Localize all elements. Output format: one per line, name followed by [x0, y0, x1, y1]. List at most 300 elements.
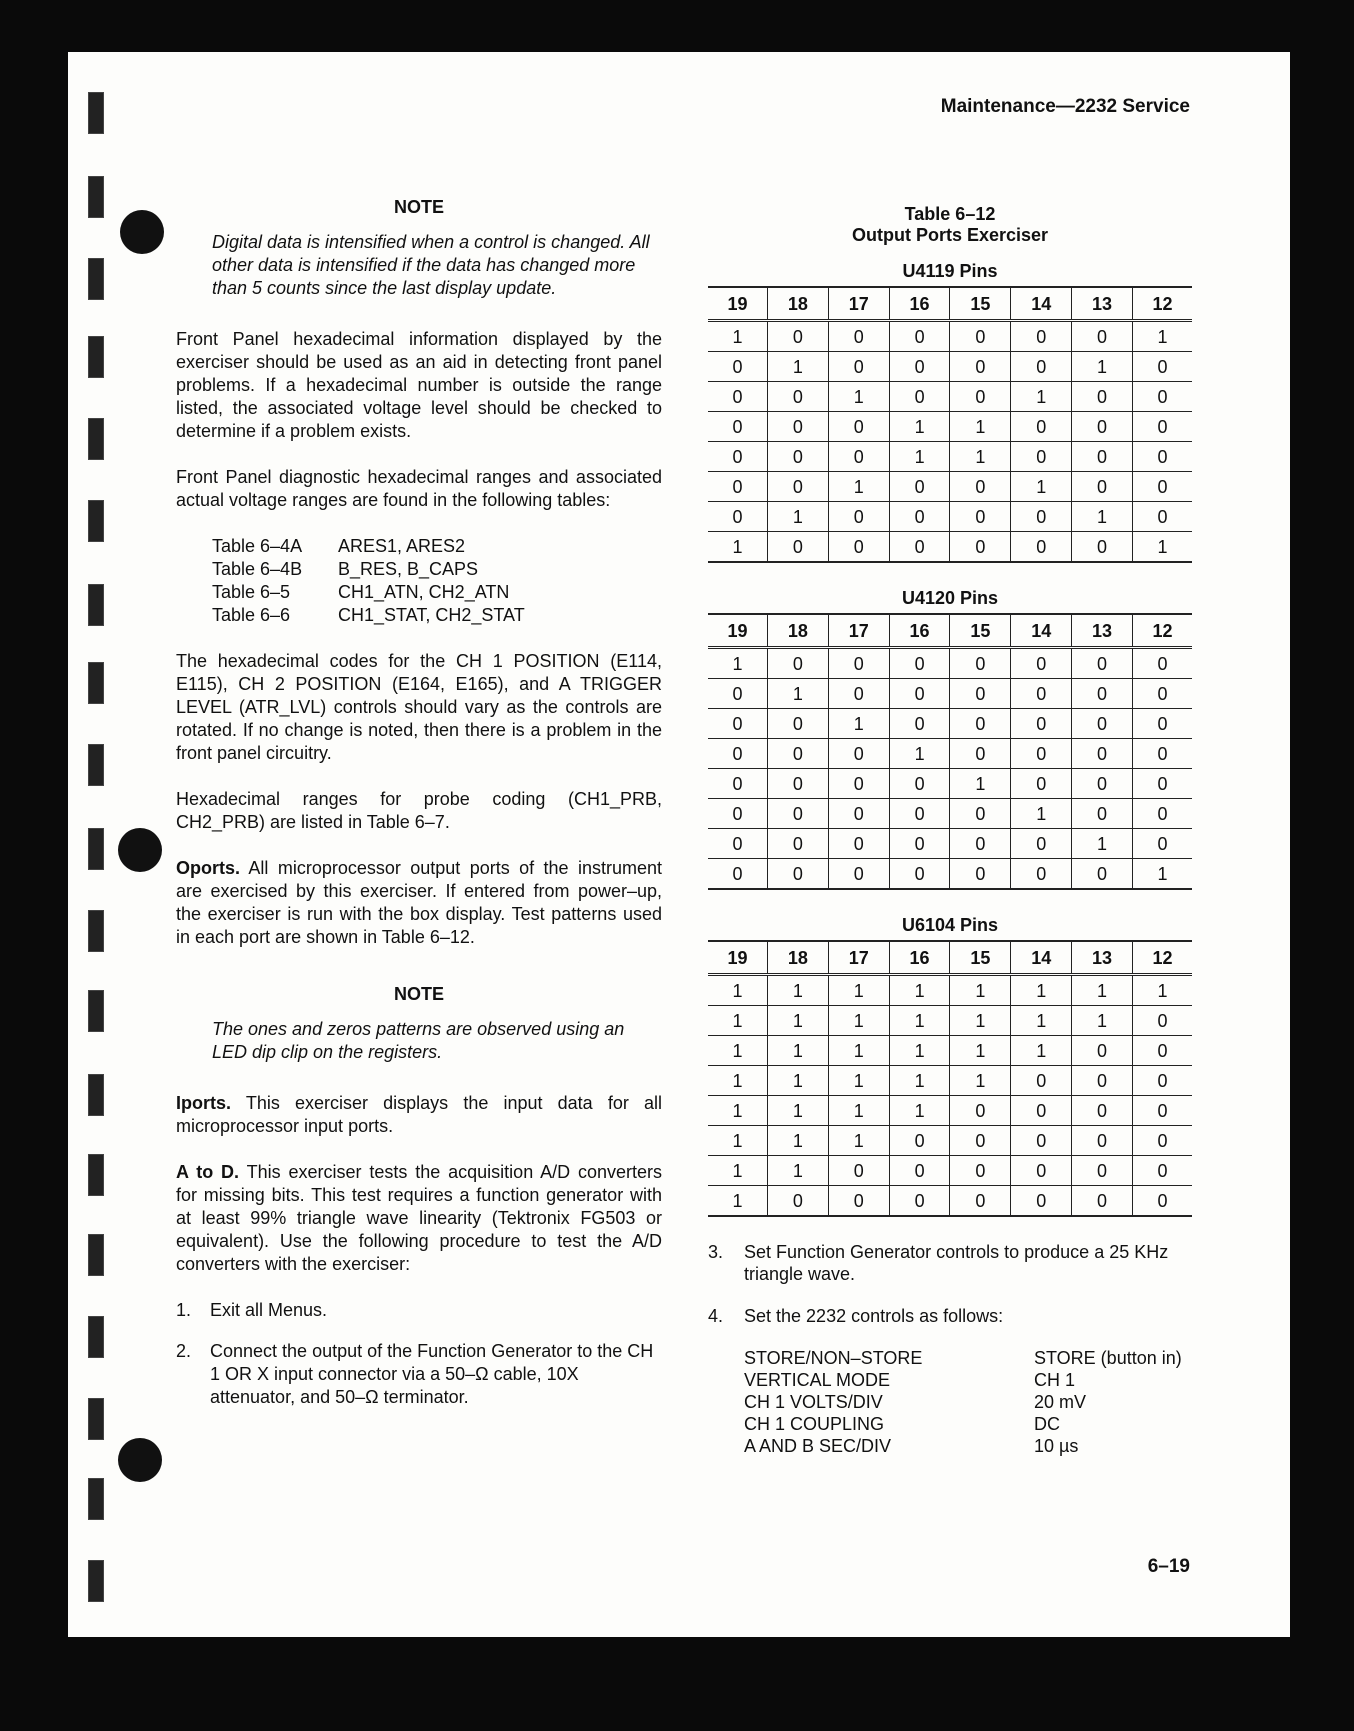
table-cell: 0 — [1132, 1066, 1192, 1096]
column-header: 16 — [889, 941, 950, 975]
table-cell: 0 — [950, 648, 1011, 679]
control-settings — [744, 1347, 1192, 1457]
table-cell: 0 — [1132, 769, 1192, 799]
pins-table-title: U4120 Pins — [901, 588, 999, 608]
binder-mark — [88, 990, 104, 1032]
table-cell: 1 — [1132, 532, 1192, 563]
table-row — [708, 679, 1192, 709]
table-cell: 0 — [1072, 472, 1133, 502]
table-cell: 0 — [768, 739, 829, 769]
table-cell: 1 — [950, 412, 1011, 442]
binder-mark — [88, 1074, 104, 1116]
table-cell: 1 — [889, 1066, 950, 1096]
table-cell: 0 — [950, 739, 1011, 769]
table-cell: 0 — [1011, 859, 1072, 890]
table-cell: 0 — [1132, 829, 1192, 859]
table-cell: 1 — [708, 532, 768, 563]
table-cell: 0 — [1132, 352, 1192, 382]
table-cell: 0 — [1132, 472, 1192, 502]
binder-mark — [88, 418, 104, 460]
table-row — [708, 382, 1192, 412]
table-cell: 0 — [1132, 382, 1192, 412]
column-header: 12 — [1132, 941, 1192, 975]
column-header: 17 — [828, 941, 889, 975]
table-cell: 1 — [950, 1006, 1011, 1036]
table-cell: 0 — [1011, 352, 1072, 382]
paragraph: Front Panel hexadecimal information displayed by the exerciser should be used as an aid in detecting front panel problems. If a hexadecimal number is outside the range listed, the associated voltage level should be checked to determine if a problem exists. — [176, 329, 662, 441]
table-cell: 0 — [889, 648, 950, 679]
table-cell: 0 — [1011, 769, 1072, 799]
punch-hole — [120, 210, 164, 254]
table-cell: 0 — [950, 472, 1011, 502]
table-cell: 1 — [828, 1066, 889, 1096]
table-row — [708, 1186, 1192, 1217]
table-row — [708, 799, 1192, 829]
binder-mark — [88, 1234, 104, 1276]
table-cell: 0 — [889, 769, 950, 799]
table-cell: 1 — [1011, 472, 1072, 502]
table-cell: 0 — [768, 442, 829, 472]
table-cell: 0 — [1072, 1156, 1133, 1186]
table-row — [708, 1126, 1192, 1156]
list-item: 3. Set Function Generator controls to produce a 25 KHz triangle wave. — [708, 1242, 1169, 1284]
table-cell: 1 — [768, 1036, 829, 1066]
table-cell: 0 — [708, 799, 768, 829]
table-cell: 0 — [828, 412, 889, 442]
table-cell: 1 — [1011, 1006, 1072, 1036]
binder-mark — [88, 176, 104, 218]
column-header: 18 — [768, 287, 829, 321]
table-cell: 0 — [950, 859, 1011, 890]
table-cell: 0 — [768, 709, 829, 739]
page-header: Maintenance—2232 Service — [940, 96, 1190, 117]
table-cell: 1 — [708, 975, 768, 1006]
setting-row: CH 1 VOLTS/DIV 20 mV — [744, 1392, 1087, 1412]
table-cell: 0 — [1072, 532, 1133, 563]
list-item: Table 6–5 CH1_ATN, CH2_ATN — [212, 582, 510, 602]
binder-mark — [88, 1154, 104, 1196]
table-cell: 0 — [1072, 859, 1133, 890]
table-row — [708, 1096, 1192, 1126]
table-cell: 1 — [708, 321, 768, 352]
table-cell: 1 — [950, 1066, 1011, 1096]
note-text: Digital data is intensified when a control is changed. All other data is intensified if the data has changed more than 5 counts since the last display update. — [212, 232, 650, 298]
table-row — [708, 442, 1192, 472]
column-header: 12 — [1132, 287, 1192, 321]
table-cell: 0 — [1011, 648, 1072, 679]
table-cell: 1 — [768, 679, 829, 709]
table-cell: 1 — [768, 1096, 829, 1126]
list-item: Table 6–4B B_RES, B_CAPS — [212, 559, 479, 579]
table-row — [708, 412, 1192, 442]
table-caption: Table 6–12 Output Ports Exerciser — [851, 204, 1049, 245]
table-cell: 0 — [1011, 532, 1072, 563]
table-cell: 1 — [889, 739, 950, 769]
table-cell: 1 — [889, 975, 950, 1006]
column-header: 13 — [1072, 941, 1133, 975]
column-header: 15 — [950, 614, 1011, 648]
table-cell: 0 — [1072, 769, 1133, 799]
setting-row: CH 1 COUPLING DC — [744, 1414, 1060, 1434]
column-header: 15 — [950, 287, 1011, 321]
table-cell: 0 — [889, 1186, 950, 1217]
table-cell: 1 — [889, 412, 950, 442]
table-cell: 0 — [1011, 709, 1072, 739]
table-cell: 0 — [708, 769, 768, 799]
table-cell: 1 — [889, 1096, 950, 1126]
table-cell: 0 — [950, 829, 1011, 859]
table-cell: 0 — [950, 321, 1011, 352]
binder-mark — [88, 744, 104, 786]
binder-mark — [88, 828, 104, 870]
table-cell: 0 — [889, 829, 950, 859]
paragraph: Front Panel diagnostic hexadecimal ranges and associated actual voltage ranges are found in the following tables: — [176, 467, 662, 510]
table-cell: 0 — [768, 321, 829, 352]
table-cell: 1 — [768, 1126, 829, 1156]
table-cell: 0 — [1011, 1066, 1072, 1096]
column-header: 15 — [950, 941, 1011, 975]
table-row — [708, 472, 1192, 502]
table-cell: 1 — [889, 1006, 950, 1036]
table-cell: 0 — [708, 709, 768, 739]
table-cell: 0 — [1072, 1126, 1133, 1156]
table-cell: 0 — [950, 1186, 1011, 1217]
binder-mark — [88, 258, 104, 300]
table-cell: 0 — [1132, 679, 1192, 709]
setting-row: VERTICAL MODE CH 1 — [744, 1370, 1076, 1390]
iports-paragraph: Iports. This exerciser displays the input data for all microprocessor input ports. — [176, 1093, 662, 1136]
table-cell: 1 — [708, 1096, 768, 1126]
table-row — [708, 739, 1192, 769]
column-header: 19 — [708, 614, 768, 648]
table-cell: 0 — [1072, 799, 1133, 829]
column-header: 16 — [889, 614, 950, 648]
table-cell: 0 — [1072, 648, 1133, 679]
table-row — [708, 502, 1192, 532]
column-header: 18 — [768, 614, 829, 648]
table-cell: 1 — [708, 1186, 768, 1217]
table-cell: 1 — [768, 975, 829, 1006]
table-cell: 0 — [1132, 442, 1192, 472]
table-cell: 1 — [828, 975, 889, 1006]
table-cell: 0 — [889, 679, 950, 709]
table-cell: 0 — [828, 532, 889, 563]
table-row — [708, 709, 1192, 739]
table-cell: 0 — [950, 709, 1011, 739]
paragraph: Hexadecimal ranges for probe coding (CH1_PRB, CH2_PRB) are listed in Table 6–7. — [176, 789, 662, 832]
pin-tables — [708, 260, 1192, 1217]
table-cell: 1 — [768, 1156, 829, 1186]
binder-mark — [88, 1316, 104, 1358]
table-row — [708, 648, 1192, 679]
table-cell: 1 — [828, 1126, 889, 1156]
table-cell: 0 — [1132, 739, 1192, 769]
table-cell: 0 — [708, 382, 768, 412]
note-heading: NOTE — [393, 984, 444, 1004]
column-header: 14 — [1011, 614, 1072, 648]
note-text: The ones and zeros patterns are observed using an LED dip clip on the registers. — [212, 1019, 625, 1062]
table-cell: 0 — [1072, 412, 1133, 442]
table-cell: 1 — [828, 709, 889, 739]
pins-table-title: U6104 Pins — [901, 915, 999, 935]
table-cell: 0 — [889, 502, 950, 532]
binder-mark — [88, 1560, 104, 1602]
table-cell: 0 — [1132, 502, 1192, 532]
table-cell: 0 — [1132, 1156, 1192, 1186]
table-cell: 0 — [1132, 1036, 1192, 1066]
table-cell: 1 — [950, 1036, 1011, 1066]
table-cell: 1 — [708, 1156, 768, 1186]
paragraph: The hexadecimal codes for the CH 1 POSITION (E114, E115), CH 2 POSITION (E164, E165), and A TRIGGER LEVEL (ATR_LVL) controls should vary as the controls are rotated. If no change is noted, then there is a problem in the front panel circuitry. — [176, 651, 662, 763]
setting-row: A AND B SEC/DIV 10 µs — [744, 1436, 1079, 1456]
table-cell: 1 — [768, 1066, 829, 1096]
column-header: 14 — [1011, 287, 1072, 321]
table-cell: 0 — [828, 442, 889, 472]
table-cell: 0 — [950, 1126, 1011, 1156]
pins-table — [708, 940, 1192, 1217]
table-cell: 0 — [1132, 1096, 1192, 1126]
table-cell: 1 — [828, 1096, 889, 1126]
table-cell: 0 — [1072, 321, 1133, 352]
table-cell: 1 — [708, 1126, 768, 1156]
table-cell: 0 — [828, 739, 889, 769]
table-cell: 1 — [1011, 975, 1072, 1006]
table-cell: 1 — [1072, 352, 1133, 382]
table-cell: 0 — [828, 859, 889, 890]
table-cell: 0 — [889, 352, 950, 382]
table-cell: 1 — [768, 352, 829, 382]
table-cell: 1 — [1132, 321, 1192, 352]
binder-mark — [88, 910, 104, 952]
table-cell: 0 — [1132, 1126, 1192, 1156]
punch-hole — [118, 828, 162, 872]
table-row — [708, 769, 1192, 799]
table-cell: 1 — [828, 1036, 889, 1066]
table-cell: 0 — [1132, 799, 1192, 829]
oports-paragraph: Oports. All microprocessor output ports of the instrument are exercised by this exerciser. If entered from power–up, the exerciser is run with the box display. Test patterns used in each port are shown in Table 6–12. — [176, 858, 662, 947]
table-cell: 1 — [950, 442, 1011, 472]
table-cell: 1 — [1011, 799, 1072, 829]
table-cell: 0 — [1072, 1036, 1133, 1066]
table-cell: 0 — [708, 859, 768, 890]
table-cell: 0 — [768, 472, 829, 502]
note-heading: NOTE — [393, 197, 444, 217]
table-cell: 0 — [828, 502, 889, 532]
table-cell: 0 — [768, 829, 829, 859]
column-header: 19 — [708, 941, 768, 975]
column-header: 13 — [1072, 614, 1133, 648]
table-reference-list — [212, 535, 662, 627]
table-cell: 1 — [1072, 502, 1133, 532]
table-cell: 0 — [889, 709, 950, 739]
table-cell: 0 — [950, 382, 1011, 412]
table-row — [708, 829, 1192, 859]
table-cell: 0 — [1011, 1096, 1072, 1126]
pins-table — [708, 613, 1192, 890]
table-row — [708, 859, 1192, 890]
table-cell: 0 — [1011, 412, 1072, 442]
table-cell: 0 — [708, 412, 768, 442]
table-row — [708, 532, 1192, 563]
table-cell: 0 — [768, 648, 829, 679]
column-header: 17 — [828, 614, 889, 648]
table-cell: 0 — [828, 1186, 889, 1217]
table-cell: 0 — [828, 352, 889, 382]
table-cell: 0 — [1132, 1006, 1192, 1036]
column-header: 19 — [708, 287, 768, 321]
table-cell: 0 — [1072, 1186, 1133, 1217]
table-cell: 0 — [828, 799, 889, 829]
list-item: 4. Set the 2232 controls as follows: — [708, 1306, 1004, 1326]
table-cell: 0 — [828, 321, 889, 352]
table-cell: 0 — [889, 799, 950, 829]
table-cell: 0 — [1132, 1186, 1192, 1217]
binder-mark — [88, 1478, 104, 1520]
table-cell: 1 — [1132, 975, 1192, 1006]
binder-mark — [88, 336, 104, 378]
table-cell: 0 — [1011, 1126, 1072, 1156]
table-cell: 0 — [1072, 739, 1133, 769]
table-cell: 0 — [889, 859, 950, 890]
table-cell: 1 — [1011, 1036, 1072, 1066]
table-cell: 0 — [889, 532, 950, 563]
table-cell: 1 — [1011, 382, 1072, 412]
table-row — [708, 352, 1192, 382]
table-cell: 0 — [889, 472, 950, 502]
table-cell: 0 — [889, 382, 950, 412]
table-cell: 0 — [1132, 709, 1192, 739]
pins-table — [708, 286, 1192, 563]
table-cell: 0 — [950, 352, 1011, 382]
table-cell: 1 — [708, 1036, 768, 1066]
table-cell: 0 — [889, 321, 950, 352]
table-cell: 0 — [1072, 1066, 1133, 1096]
table-cell: 0 — [768, 412, 829, 442]
page-number: 6–19 — [1147, 1556, 1190, 1577]
table-row — [708, 1066, 1192, 1096]
table-cell: 0 — [1011, 679, 1072, 709]
table-cell: 0 — [1011, 321, 1072, 352]
table-cell: 1 — [1132, 859, 1192, 890]
table-cell: 0 — [1011, 1156, 1072, 1186]
column-header: 12 — [1132, 614, 1192, 648]
table-row — [708, 1036, 1192, 1066]
list-item: 1. Exit all Menus. — [176, 1300, 328, 1320]
table-cell: 1 — [708, 648, 768, 679]
table-cell: 0 — [768, 382, 829, 412]
table-cell: 0 — [768, 1186, 829, 1217]
table-cell: 1 — [708, 1006, 768, 1036]
list-item: 2. Connect the output of the Function Generator to the CH 1 OR X input connector via a 50–Ω cable, 10X attenuator, and 50–Ω terminator. — [176, 1341, 654, 1407]
table-cell: 0 — [708, 442, 768, 472]
table-cell: 0 — [1011, 502, 1072, 532]
table-cell: 0 — [828, 679, 889, 709]
column-header: 17 — [828, 287, 889, 321]
table-cell: 1 — [1072, 1006, 1133, 1036]
table-cell: 1 — [828, 472, 889, 502]
table-cell: 0 — [708, 502, 768, 532]
table-cell: 0 — [1011, 739, 1072, 769]
table-cell: 0 — [889, 1156, 950, 1186]
table-cell: 0 — [950, 532, 1011, 563]
table-cell: 0 — [708, 739, 768, 769]
table-cell: 0 — [828, 648, 889, 679]
table-cell: 0 — [1072, 382, 1133, 412]
table-cell: 0 — [1011, 829, 1072, 859]
list-item: Table 6–6 CH1_STAT, CH2_STAT — [212, 605, 525, 625]
pins-table-title: U4119 Pins — [902, 261, 998, 281]
binder-mark — [88, 1398, 104, 1440]
table-cell: 0 — [768, 799, 829, 829]
table-cell: 1 — [950, 975, 1011, 1006]
table-cell: 0 — [1011, 442, 1072, 472]
left-column — [176, 196, 662, 1427]
table-cell: 0 — [950, 1156, 1011, 1186]
binder-mark — [88, 500, 104, 542]
column-header: 14 — [1011, 941, 1072, 975]
table-cell: 1 — [1072, 975, 1133, 1006]
table-cell: 0 — [950, 1096, 1011, 1126]
setting-row: STORE/NON–STORE STORE (button in) — [744, 1348, 1182, 1368]
table-row — [708, 321, 1192, 352]
column-header: 16 — [889, 287, 950, 321]
table-cell: 0 — [1132, 648, 1192, 679]
table-cell: 0 — [1072, 679, 1133, 709]
table-cell: 1 — [889, 442, 950, 472]
table-cell: 1 — [768, 502, 829, 532]
atod-paragraph: A to D. This exerciser tests the acquisition A/D converters for missing bits. This test requires a function generator with at least 99% triangle wave linearity (Tektronix FG503 or equivalent). Use the following procedure to test the A/D converters with the exerciser: — [176, 1162, 662, 1274]
table-row — [708, 1156, 1192, 1186]
table-cell: 1 — [768, 1006, 829, 1036]
table-cell: 0 — [1072, 1096, 1133, 1126]
table-cell: 0 — [1011, 1186, 1072, 1217]
binder-mark — [88, 662, 104, 704]
binder-mark — [88, 584, 104, 626]
table-cell: 0 — [950, 679, 1011, 709]
table-cell: 0 — [950, 799, 1011, 829]
table-cell: 1 — [950, 769, 1011, 799]
table-cell: 1 — [708, 1066, 768, 1096]
table-cell: 0 — [708, 679, 768, 709]
list-item: Table 6–4A ARES1, ARES2 — [212, 536, 466, 556]
table-cell: 0 — [1072, 442, 1133, 472]
table-cell: 0 — [828, 1156, 889, 1186]
table-cell: 1 — [1072, 829, 1133, 859]
table-cell: 0 — [768, 859, 829, 890]
table-cell: 0 — [1132, 412, 1192, 442]
punch-hole — [118, 1438, 162, 1482]
right-column — [708, 204, 1192, 1457]
table-cell: 0 — [708, 829, 768, 859]
table-cell: 0 — [768, 532, 829, 563]
table-cell: 0 — [1072, 709, 1133, 739]
table-cell: 0 — [768, 769, 829, 799]
table-cell: 1 — [889, 1036, 950, 1066]
table-cell: 0 — [828, 829, 889, 859]
binder-mark — [88, 92, 104, 134]
table-cell: 0 — [950, 502, 1011, 532]
table-cell: 0 — [889, 1126, 950, 1156]
table-cell: 0 — [708, 472, 768, 502]
table-cell: 1 — [828, 382, 889, 412]
table-cell: 0 — [828, 769, 889, 799]
column-header: 18 — [768, 941, 829, 975]
table-row — [708, 1006, 1192, 1036]
column-header: 13 — [1072, 287, 1133, 321]
table-cell: 1 — [828, 1006, 889, 1036]
table-row — [708, 975, 1192, 1006]
table-cell: 0 — [708, 352, 768, 382]
